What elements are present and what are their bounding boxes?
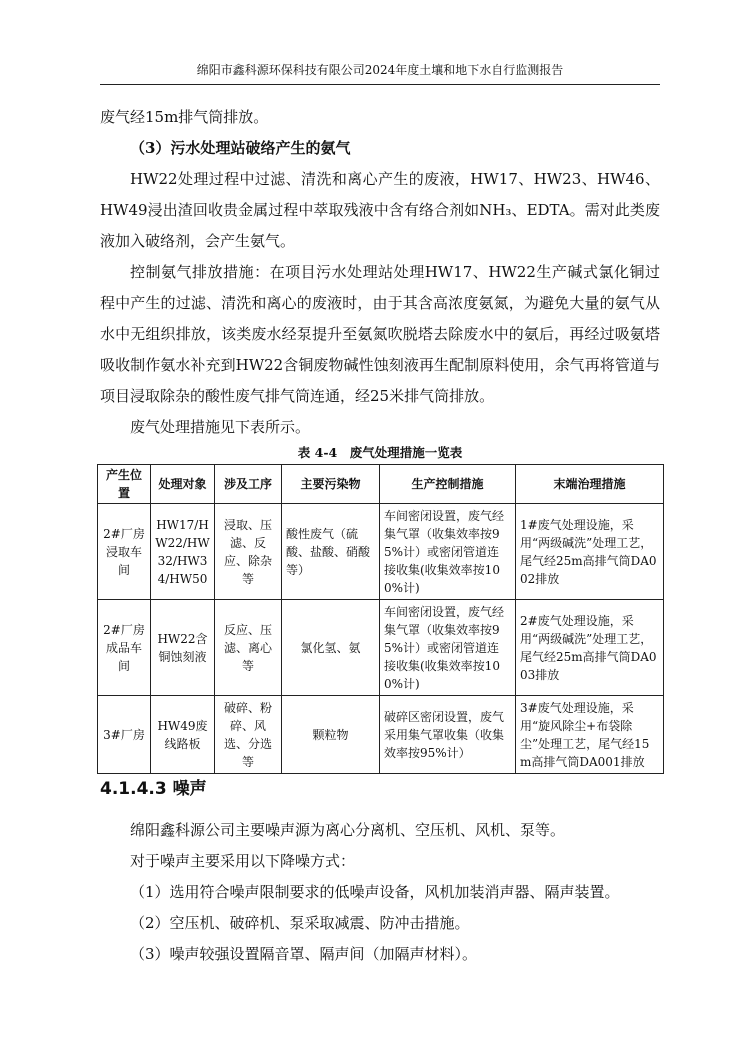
cell-control: 破碎区密闭设置，废气采用集气罩收集（收集效率按95%计） (380, 696, 516, 774)
paragraph-table-intro: 废气处理措施见下表所示。 (130, 418, 311, 436)
cell-process: 破碎、粉碎、风选、分选等 (215, 696, 282, 774)
cell-control: 车间密闭设置，废气经集气罩（收集效率按95%计）或密闭管道连接收集(收集效率按100%计) (380, 504, 516, 600)
section-heading-noise: 4.1.4.3 噪声 (100, 779, 207, 799)
table-row (98, 600, 664, 696)
cell-end-treatment: 3#废气处理设施，采用“旋风除尘+布袋除尘”处理工艺，尾气经15m高排气筒DA001排放 (516, 696, 664, 774)
cell-end-treatment: 1#废气处理设施，采用“两级碱洗”处理工艺，尾气经25m高排气筒DA002排放 (516, 504, 664, 600)
cell-location: 3#厂房 (98, 696, 151, 774)
table-row (98, 504, 664, 600)
cell-process: 浸取、压滤、反应、除杂等 (215, 504, 282, 600)
cell-location: 2#厂房成品车间 (98, 600, 151, 696)
cell-pollutant: 酸性废气（硫酸、盐酸、硝酸等） (282, 504, 380, 600)
cell-control: 车间密闭设置，废气经集气罩（收集效率按95%计）或密闭管道连接收集(收集效率按100%计) (380, 600, 516, 696)
cell-target: HW49废线路板 (151, 696, 215, 774)
paragraph-exhaust-15m: 废气经15m排气筒排放。 (100, 108, 269, 126)
table-caption: 表 4-4 废气处理措施一览表 (297, 445, 463, 460)
cell-target: HW22含铜蚀刻液 (151, 600, 215, 696)
cell-pollutant: 颗粒物 (282, 696, 380, 774)
cell-process: 反应、压滤、离心等 (215, 600, 282, 696)
list-item: （2）空压机、破碎机、泵采取减震、防冲击措施。 (130, 914, 470, 932)
paragraph-noise-sources: 绵阳鑫科源公司主要噪声源为离心分离机、空压机、风机、泵等。 (130, 821, 566, 839)
header-rule (100, 84, 660, 85)
cell-location: 2#厂房浸取车间 (98, 504, 151, 600)
subheading-ammonia: （3）污水处理站破络产生的氨气 (130, 139, 351, 157)
cell-pollutant: 氯化氢、氨 (282, 600, 380, 696)
report-header-title: 绵阳市鑫科源环保科技有限公司2024年度土壤和地下水自行监测报告 (196, 63, 564, 77)
header-location: 产生位置 (98, 465, 151, 504)
exhaust-treatment-table (97, 464, 664, 774)
list-item: （1）选用符合噪声限制要求的低噪声设备，风机加装消声器、隔声装置。 (130, 883, 620, 901)
header-control: 生产控制措施 (380, 465, 516, 504)
cell-end-treatment: 2#废气处理设施，采用“两级碱洗”处理工艺，尾气经25m高排气筒DA003排放 (516, 600, 664, 696)
paragraph-hw22-ammonia-source: HW22处理过程中过滤、清洗和离心产生的废液，HW17、HW23、HW46、HW49浸出渣回收贵金属过程中萃取残液中含有络合剂如NH₃、EDTA。需对此类废液加入破络剂，会产生氨气。 (100, 170, 660, 250)
header-pollutant: 主要污染物 (282, 465, 380, 504)
header-target: 处理对象 (151, 465, 215, 504)
table-header-row (98, 465, 664, 504)
cell-target: HW17/HW22/HW32/HW34/HW50 (151, 504, 215, 600)
paragraph-noise-lead: 对于噪声主要采用以下降噪方式： (130, 852, 356, 870)
table-row (98, 696, 664, 774)
header-end-treatment: 末端治理措施 (516, 465, 664, 504)
paragraph-ammonia-control: 控制氨气排放措施：在项目污水处理站处理HW17、HW22生产碱式氯化铜过程中产生的过滤、清洗和离心的废液时，由于其含高浓度氨氮，为避免大量的氨气从水中无组织排放，该类废水经泵提升至氨氮吹脱塔去除废水中的氨后，再经过吸氨塔吸收制作氨水补充到HW22含铜废物碱性蚀刻液再生配制原料使用，余气再将管道与项目浸取除杂的酸性废气排气筒连通，经25米排气筒排放。 (100, 263, 660, 405)
header-process: 涉及工序 (215, 465, 282, 504)
list-item: （3）噪声较强设置隔音罩、隔声间（加隔声材料）。 (130, 945, 478, 963)
